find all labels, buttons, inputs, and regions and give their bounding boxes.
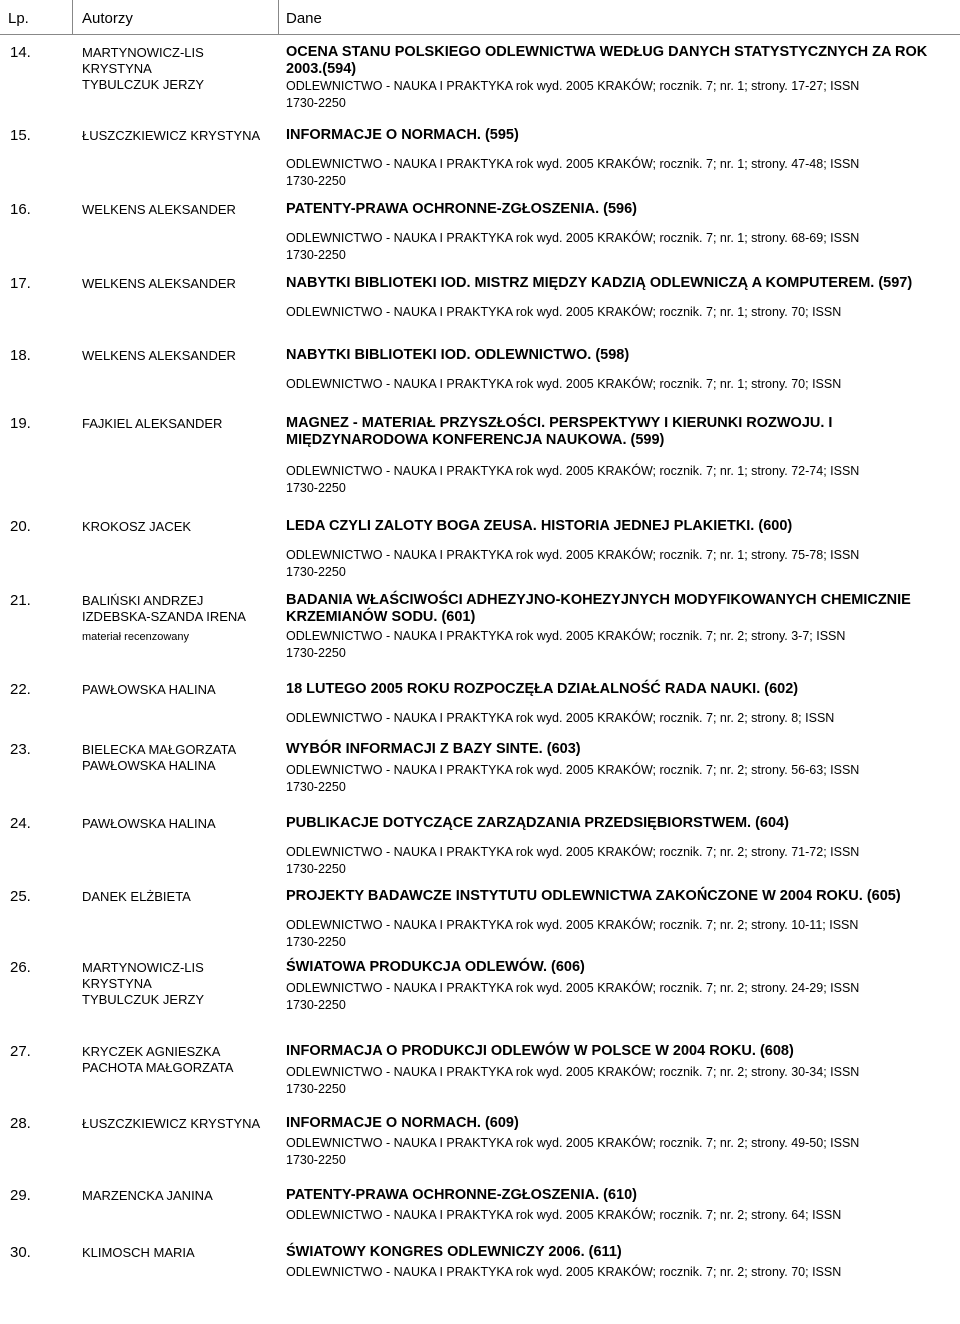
source-text: ODLEWNICTWO - NAUKA I PRAKTYKA rok wyd. 2005 KRAKÓW; rocznik. 7; nr. 1; strony. 70; ISSN <box>286 377 842 391</box>
entry-source <box>286 1064 956 1098</box>
source-text: ODLEWNICTWO - NAUKA I PRAKTYKA rok wyd. 2005 KRAKÓW; rocznik. 7; nr. 2; strony. 71-72; ISSN <box>286 845 860 859</box>
issn-number: 1730-2250 <box>286 1082 346 1096</box>
entry-title: PROJEKTY BADAWCZE INSTYTUTU ODLEWNICTWA ZAKOŃCZONE W 2004 ROKU. (605) <box>286 888 901 904</box>
header-lp: Lp. <box>8 10 29 27</box>
entry-data <box>286 275 956 321</box>
entry-title: OCENA STANU POLSKIEGO ODLEWNICTWA WEDŁUG DANYCH STATYSTYCZNYCH ZA ROK 2003.(594) <box>286 44 928 77</box>
entry-source <box>286 762 956 796</box>
source-text: ODLEWNICTWO - NAUKA I PRAKTYKA rok wyd. 2005 KRAKÓW; rocznik. 7; nr. 2; strony. 30-34; ISSN <box>286 1065 860 1079</box>
entry-authors <box>82 519 191 535</box>
source-text: ODLEWNICTWO - NAUKA I PRAKTYKA rok wyd. 2005 KRAKÓW; rocznik. 7; nr. 2; strony. 10-11; ISSN <box>286 918 859 932</box>
author-name: ŁUSZCZKIEWICZ KRYSTYNA <box>82 1116 261 1131</box>
issn-number: 1730-2250 <box>286 248 346 262</box>
entry-title: LEDA CZYLI ZALOTY BOGA ZEUSA. HISTORIA JEDNEJ PLAKIETKI. (600) <box>286 518 793 534</box>
entry-source <box>286 917 956 951</box>
entry-authors <box>82 1245 195 1261</box>
author-name: WELKENS ALEKSANDER <box>82 276 236 291</box>
entry-source <box>286 980 956 1014</box>
source-text: ODLEWNICTWO - NAUKA I PRAKTYKA rok wyd. 2005 KRAKÓW; rocznik. 7; nr. 1; strony. 72-74; ISSN <box>286 464 860 478</box>
entry-title: NABYTKI BIBLIOTEKI IOD. ODLEWNICTWO. (598) <box>286 347 630 363</box>
issn-number: 1730-2250 <box>286 780 346 794</box>
entry-number: 23. <box>10 741 31 758</box>
source-text: ODLEWNICTWO - NAUKA I PRAKTYKA rok wyd. 2005 KRAKÓW; rocznik. 7; nr. 1; strony. 68-69; ISSN <box>286 231 860 245</box>
entry-number: 20. <box>10 518 31 535</box>
entry-title: INFORMACJE O NORMACH. (595) <box>286 127 519 143</box>
entry-number: 30. <box>10 1244 31 1261</box>
entry-source <box>286 1264 956 1281</box>
header-data: Dane <box>286 10 322 27</box>
entry-title: INFORMACJE O NORMACH. (609) <box>286 1115 519 1131</box>
entry-number: 14. <box>10 44 31 61</box>
entry-data <box>286 1043 956 1098</box>
entry-data <box>286 44 956 112</box>
author-name: BALIŃSKI ANDRZEJ <box>82 593 204 608</box>
entry-number: 22. <box>10 681 31 698</box>
entry-source <box>286 547 956 581</box>
source-text: ODLEWNICTWO - NAUKA I PRAKTYKA rok wyd. 2005 KRAKÓW; rocznik. 7; nr. 1; strony. 70; ISSN <box>286 305 842 319</box>
entry-number: 21. <box>10 592 31 609</box>
issn-number: 1730-2250 <box>286 481 346 495</box>
entry-authors <box>82 889 191 905</box>
entry-number: 18. <box>10 347 31 364</box>
entry-authors <box>82 202 236 218</box>
entry-data <box>286 592 956 662</box>
author-name: WELKENS ALEKSANDER <box>82 202 236 217</box>
issn-number: 1730-2250 <box>286 646 346 660</box>
issn-number: 1730-2250 <box>286 862 346 876</box>
entry-source <box>286 1207 956 1224</box>
author-name: KLIMOSCH MARIA <box>82 1245 195 1260</box>
entry-title: PATENTY-PRAWA OCHRONNE-ZGŁOSZENIA. (610) <box>286 1187 637 1203</box>
entry-authors <box>82 416 222 432</box>
entry-data <box>286 1187 956 1224</box>
entry-data <box>286 741 956 796</box>
author-name: DANEK ELŻBIETA <box>82 889 191 904</box>
issn-number: 1730-2250 <box>286 935 346 949</box>
author-name: PACHOTA MAŁGORZATA <box>82 1060 234 1075</box>
entry-data <box>286 681 956 727</box>
entry-authors <box>82 348 236 364</box>
entry-title: PATENTY-PRAWA OCHRONNE-ZGŁOSZENIA. (596) <box>286 201 637 217</box>
entry-number: 29. <box>10 1187 31 1204</box>
entry-source <box>286 230 956 264</box>
entry-number: 27. <box>10 1043 31 1060</box>
header-authors: Autorzy <box>82 10 133 27</box>
entry-data <box>286 347 956 393</box>
entry-data <box>286 127 956 190</box>
entry-data <box>286 415 956 497</box>
source-text: ODLEWNICTWO - NAUKA I PRAKTYKA rok wyd. 2005 KRAKÓW; rocznik. 7; nr. 2; strony. 3-7; ISSN <box>286 629 846 643</box>
entry-source <box>286 628 956 662</box>
entry-number: 25. <box>10 888 31 905</box>
entry-title: NABYTKI BIBLIOTEKI IOD. MISTRZ MIĘDZY KADZIĄ ODLEWNICZĄ A KOMPUTEREM. (597) <box>286 275 913 291</box>
author-name: TYBULCZUK JERZY <box>82 992 205 1007</box>
issn-number: 1730-2250 <box>286 565 346 579</box>
entry-authors <box>82 960 204 1008</box>
author-name: PAWŁOWSKA HALINA <box>82 682 216 697</box>
entry-data <box>286 815 956 878</box>
entry-data <box>286 1244 956 1281</box>
entry-authors <box>82 276 236 292</box>
entry-title: WYBÓR INFORMACJI Z BAZY SINTE. (603) <box>286 741 581 757</box>
entry-number: 15. <box>10 127 31 144</box>
author-name: BIELECKA MAŁGORZATA <box>82 742 237 757</box>
entry-source <box>286 78 956 112</box>
entry-source <box>286 376 956 393</box>
source-text: ODLEWNICTWO - NAUKA I PRAKTYKA rok wyd. 2005 KRAKÓW; rocznik. 7; nr. 2; strony. 8; ISSN <box>286 711 835 725</box>
entry-authors <box>82 682 216 698</box>
author-name: PAWŁOWSKA HALINA <box>82 758 216 773</box>
entry-title: ŚWIATOWA PRODUKCJA ODLEWÓW. (606) <box>286 959 585 975</box>
entry-source <box>286 463 956 497</box>
author-name: MARTYNOWICZ-LIS <box>82 960 204 975</box>
source-text: ODLEWNICTWO - NAUKA I PRAKTYKA rok wyd. 2005 KRAKÓW; rocznik. 7; nr. 2; strony. 64; ISSN <box>286 1208 842 1222</box>
entry-number: 26. <box>10 959 31 976</box>
source-text: ODLEWNICTWO - NAUKA I PRAKTYKA rok wyd. 2005 KRAKÓW; rocznik. 7; nr. 2; strony. 70; ISSN <box>286 1265 842 1279</box>
entry-source <box>286 156 956 190</box>
table-header <box>0 0 960 35</box>
issn-number: 1730-2250 <box>286 96 346 110</box>
entry-authors <box>82 45 204 93</box>
entry-title: 18 LUTEGO 2005 ROKU ROZPOCZĘŁA DZIAŁALNOŚĆ RADA NAUKI. (602) <box>286 681 799 697</box>
author-name: IZDEBSKA-SZANDA IRENA <box>82 609 246 624</box>
entry-number: 28. <box>10 1115 31 1132</box>
issn-number: 1730-2250 <box>286 998 346 1012</box>
source-text: ODLEWNICTWO - NAUKA I PRAKTYKA rok wyd. 2005 KRAKÓW; rocznik. 7; nr. 2; strony. 24-29; ISSN <box>286 981 860 995</box>
source-text: ODLEWNICTWO - NAUKA I PRAKTYKA rok wyd. 2005 KRAKÓW; rocznik. 7; nr. 1; strony. 75-78; ISSN <box>286 548 860 562</box>
author-name: WELKENS ALEKSANDER <box>82 348 236 363</box>
entry-authors <box>82 1116 260 1132</box>
entry-data <box>286 1115 956 1169</box>
author-name: KRYCZEK AGNIESZKA <box>82 1044 221 1059</box>
reviewed-note: materiał recenzowany <box>82 631 189 643</box>
entry-source <box>286 710 956 727</box>
entry-number: 17. <box>10 275 31 292</box>
entry-data <box>286 959 956 1014</box>
source-text: ODLEWNICTWO - NAUKA I PRAKTYKA rok wyd. 2005 KRAKÓW; rocznik. 7; nr. 1; strony. 47-48; ISSN <box>286 157 860 171</box>
entry-title: MAGNEZ - MATERIAŁ PRZYSZŁOŚCI. PERSPEKTYWY I KIERUNKI ROZWOJU. I MIĘDZYNARODOWA KONFERENCJA NAUKOWA. (599) <box>286 415 833 448</box>
entry-source <box>286 1135 956 1169</box>
author-name: MARTYNOWICZ-LIS <box>82 45 204 60</box>
author-name: ŁUSZCZKIEWICZ KRYSTYNA <box>82 128 261 143</box>
entry-authors <box>82 1188 213 1204</box>
entry-source <box>286 304 956 321</box>
author-name: KRYSTYNA <box>82 61 152 76</box>
entry-authors <box>82 593 246 645</box>
author-name: TYBULCZUK JERZY <box>82 77 205 92</box>
entry-number: 24. <box>10 815 31 832</box>
entry-title: INFORMACJA O PRODUKCJI ODLEWÓW W POLSCE W 2004 ROKU. (608) <box>286 1043 794 1059</box>
entry-title: PUBLIKACJE DOTYCZĄCE ZARZĄDZANIA PRZEDSIĘBIORSTWEM. (604) <box>286 815 789 831</box>
header-divider <box>72 0 73 34</box>
entry-source <box>286 844 956 878</box>
entry-authors <box>82 128 260 144</box>
header-divider <box>278 0 279 34</box>
author-name: PAWŁOWSKA HALINA <box>82 816 216 831</box>
author-name: KRYSTYNA <box>82 976 152 991</box>
entry-title: BADANIA WŁAŚCIWOŚCI ADHEZYJNO-KOHEZYJNYCH MODYFIKOWANYCH CHEMICZNIE KRZEMIANÓW SODU. (601) <box>286 592 911 625</box>
author-name: FAJKIEL ALEKSANDER <box>82 416 223 431</box>
author-name: KROKOSZ JACEK <box>82 519 192 534</box>
source-text: ODLEWNICTWO - NAUKA I PRAKTYKA rok wyd. 2005 KRAKÓW; rocznik. 7; nr. 2; strony. 49-50; ISSN <box>286 1136 860 1150</box>
issn-number: 1730-2250 <box>286 174 346 188</box>
entry-data <box>286 518 956 581</box>
entry-data <box>286 888 956 951</box>
issn-number: 1730-2250 <box>286 1153 346 1167</box>
author-name: MARZENCKA JANINA <box>82 1188 213 1203</box>
entry-data <box>286 201 956 264</box>
entry-number: 16. <box>10 201 31 218</box>
entry-authors <box>82 1044 233 1076</box>
entry-title: ŚWIATOWY KONGRES ODLEWNICZY 2006. (611) <box>286 1244 622 1260</box>
source-text: ODLEWNICTWO - NAUKA I PRAKTYKA rok wyd. 2005 KRAKÓW; rocznik. 7; nr. 1; strony. 17-27; ISSN <box>286 79 860 93</box>
entry-number: 19. <box>10 415 31 432</box>
source-text: ODLEWNICTWO - NAUKA I PRAKTYKA rok wyd. 2005 KRAKÓW; rocznik. 7; nr. 2; strony. 56-63; ISSN <box>286 763 860 777</box>
entry-authors <box>82 816 216 832</box>
entry-authors <box>82 742 236 774</box>
